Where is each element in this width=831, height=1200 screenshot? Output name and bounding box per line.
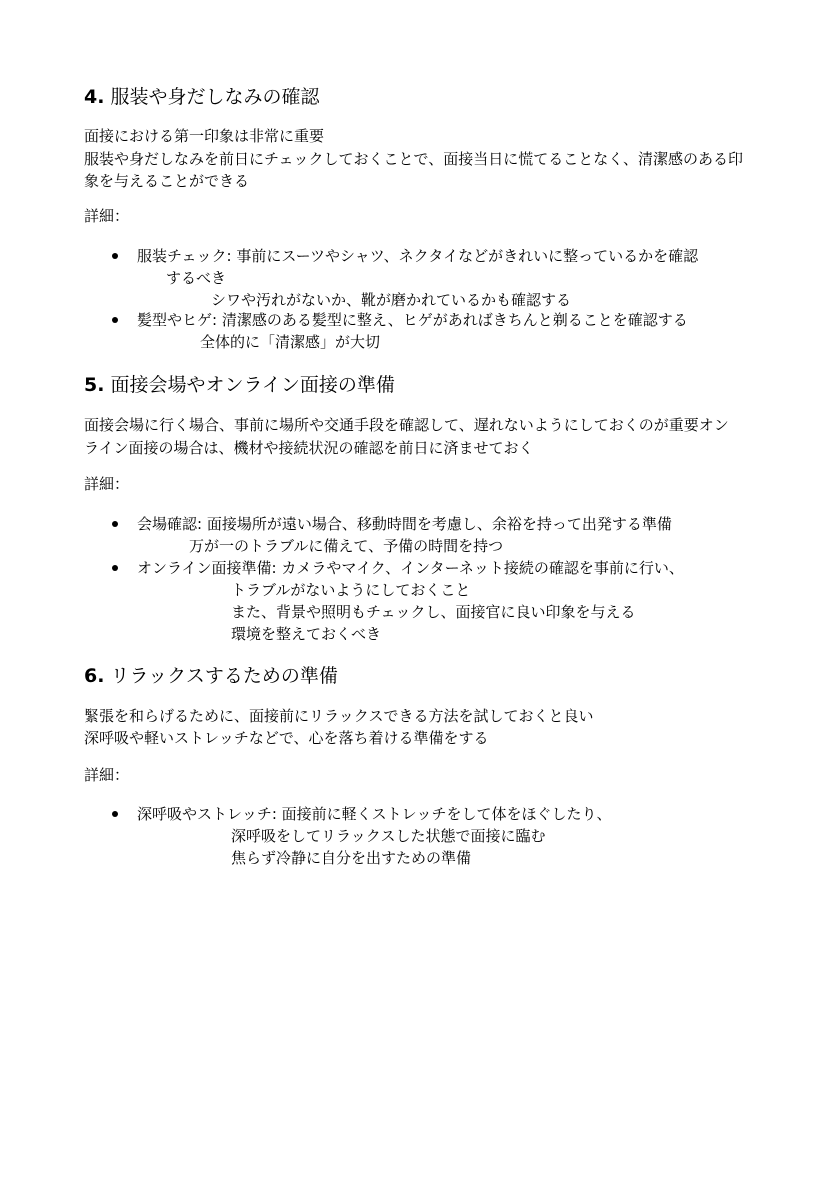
bullet-line: 服装チェック: 事前にスーツやシャツ、ネクタイなどがきれいに整っているかを確認 [137,247,699,265]
section-5-details-label: 詳細： [84,475,130,493]
bullet-line: オンライン面接準備: カメラやマイク、インターネット接続の確認を事前に行い、 [137,559,684,577]
section-4-details-label: 詳細： [84,207,130,225]
section-6-number: 6. [84,665,105,687]
section-6-heading [84,663,338,689]
section-4-number: 4. [84,86,105,108]
bullet-line: また、背景や照明もチェックし、面接官に良い印象を与える [231,603,636,621]
section-6-paragraph-line: 深呼吸や軽いストレッチなどで、心を落ち着ける準備をする [84,729,489,747]
section-4-paragraph-line: 面接における第一印象は非常に重要 [84,127,325,145]
section-5-paragraph-line: 面接会場に行く場合、事前に場所や交通手段を確認して、遅れないようにしておくのが重要オン [84,416,729,434]
bullet-line: 深呼吸をしてリラックスした状態で面接に臨む [231,827,546,845]
bullet-line: 万が一のトラブルに備えて、予備の時間を持つ [189,537,504,555]
section-6-details-label: 詳細： [84,766,130,784]
bullet-line: 会場確認: 面接場所が遠い場合、移動時間を考慮し、余裕を持って出発する準備 [137,515,672,533]
section-4-paragraph-line: 服装や身だしなみを前日にチェックしておくことで、面接当日に慌てることなく、清潔感のある印 [84,150,743,168]
section-5-heading [84,372,395,398]
section-4-paragraph-line: 象を与えることができる [84,172,250,190]
section-6-title: リラックスするための準備 [110,665,338,687]
bullet-line: 環境を整えておくべき [231,625,382,643]
bullet-line: するべき [166,269,227,287]
bullet-icon [112,521,118,527]
section-4-heading [84,84,320,110]
section-6-paragraph-line: 緊張を和らげるために、面接前にリラックスできる方法を試しておくと良い [84,707,594,725]
bullet-line: シワや汚れがないか、靴が磨かれているかも確認する [211,291,572,309]
bullet-icon [112,565,118,571]
bullet-icon [112,317,118,323]
section-4-title: 服装や身だしなみの確認 [110,86,320,108]
bullet-line: 髪型やヒゲ: 清潔感のある髪型に整え、ヒゲがあればきちんと剃ることを確認する [137,311,688,329]
bullet-line: 深呼吸やストレッチ: 面接前に軽くストレッチをして体をほぐしたり、 [137,805,612,823]
bullet-line: 焦らず冷静に自分を出すための準備 [231,849,472,867]
bullet-icon [112,811,118,817]
bullet-line: トラブルがないようにしておくこと [231,581,471,599]
section-5-paragraph-line: ライン面接の場合は、機材や接続状況の確認を前日に済ませておく [84,439,534,457]
section-5-number: 5. [84,374,105,396]
bullet-line: 全体的に「清潔感」が大切 [200,333,381,351]
section-5-title: 面接会場やオンライン面接の準備 [110,374,395,396]
bullet-icon [112,253,118,259]
